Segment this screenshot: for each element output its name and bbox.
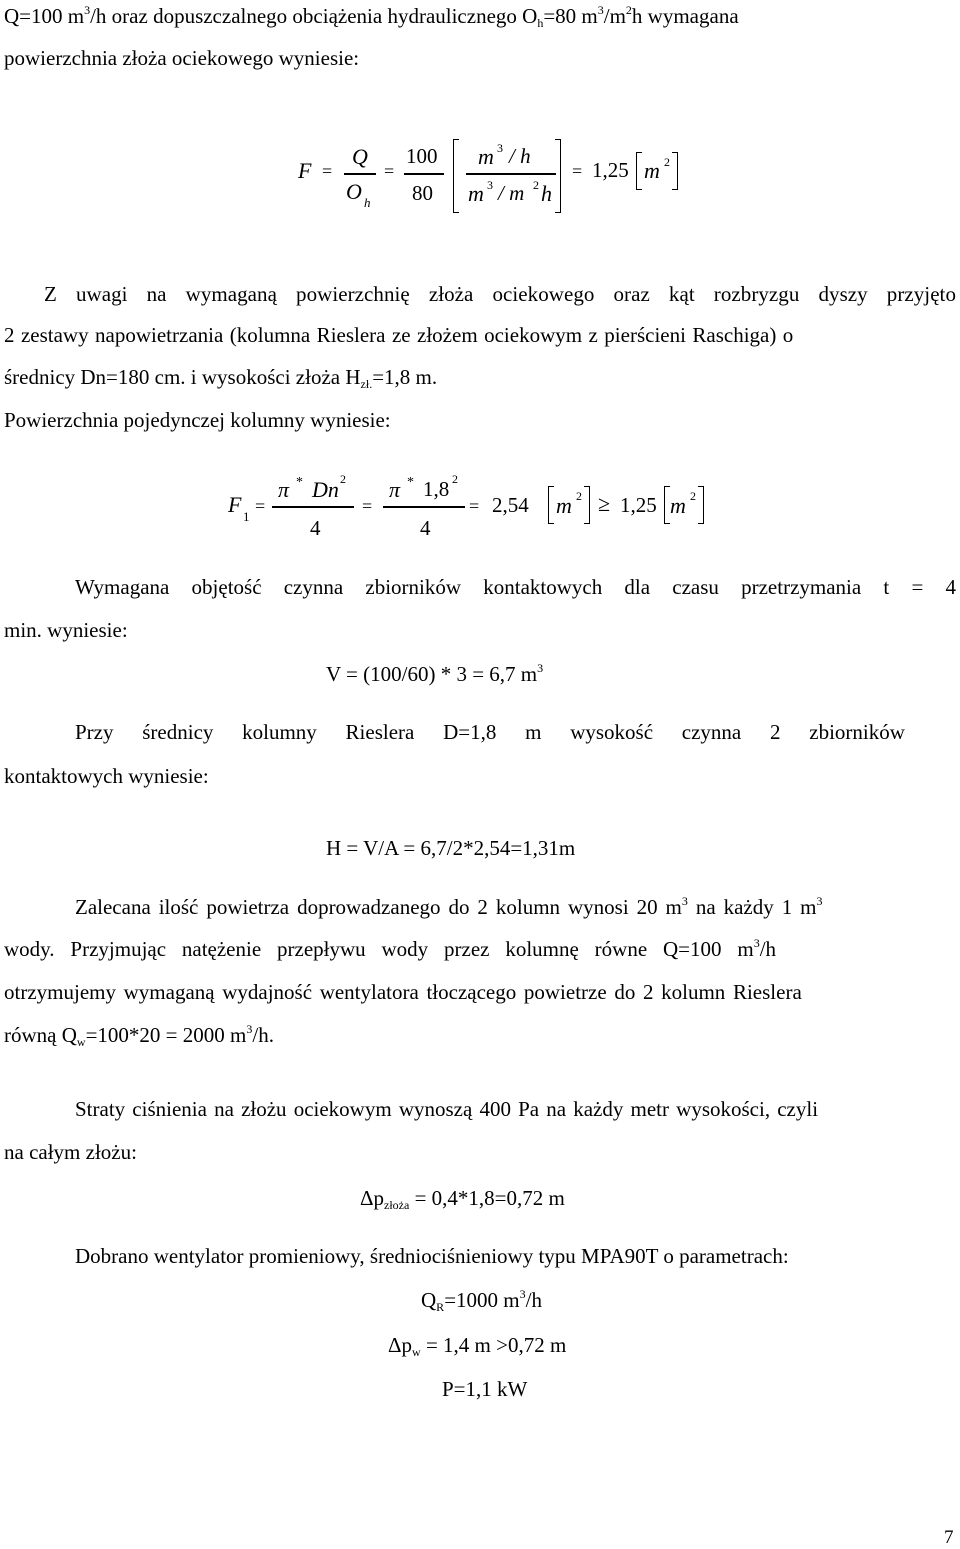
pi-symbol: π	[278, 477, 290, 502]
result-m: m	[670, 493, 686, 518]
equation-V: V = (100/60) * 3 = 6,7 $m^3$	[326, 661, 544, 686]
result-m: m	[644, 158, 660, 183]
paragraph-2-line-2: min. wyniesie:	[4, 618, 128, 642]
formula-h-sub: h	[364, 195, 371, 210]
formula-80: 80	[412, 181, 433, 205]
fraction-bar	[272, 506, 354, 508]
formula-4: 4	[310, 516, 321, 540]
formula-Dn: Dn	[312, 477, 339, 502]
formula-F1-sub: 1	[243, 509, 250, 524]
paragraph-4-line-4: równą $Q_w=100*20 = 2000$ $m^3/h$.	[4, 1022, 274, 1049]
pi-symbol: π	[389, 477, 401, 502]
paragraph-3-line-2: kontaktowych wyniesie:	[4, 764, 209, 788]
bracket-right	[555, 139, 561, 213]
paragraph-1-line-4: Powierzchnia pojedynczej kolumny wyniesie:	[4, 408, 391, 432]
formula-eq: =	[572, 161, 583, 181]
paragraph-1-line-3: średnicy Dn=180 cm. i wysokości złoża $H_{zł.}=1,8$ m.	[4, 365, 438, 391]
unit-sup: 3	[487, 178, 493, 192]
paragraph-2-line-1: Wymagana objętość czynna zbiorników kontaktowych dla czasu przetrzymania t = 4	[75, 575, 956, 599]
formula-1-25: 1,25	[620, 493, 657, 517]
formula-100: 100	[406, 144, 438, 168]
bracket-right	[584, 486, 590, 524]
fraction-bar	[383, 506, 465, 508]
star: *	[296, 475, 303, 490]
text-line-1: Q=100 $m^3/h$ oraz dopuszczalnego obciążenia hydraulicznego $O_h=80$ $m^3/m^2h$ wymagana	[4, 3, 739, 30]
equation-delta-p: $\Delta p_{złoża} = 0,4*1,8=0,72$ m	[360, 1186, 565, 1212]
unit-h: / h	[509, 144, 531, 168]
paragraph-4-line-3: otrzymujemy wymaganą wydajność wentylatora tłoczącego powietrze do 2 kolumn Rieslera	[4, 980, 802, 1004]
unit-slash-m: / m	[498, 181, 525, 205]
formula-eq: =	[469, 496, 480, 516]
result-m: m	[556, 493, 572, 518]
formula-O: O	[346, 179, 362, 204]
square-sup: 2	[340, 472, 346, 486]
formula-F1: F	[228, 492, 242, 517]
parameter-QR: $Q_R=1000$ $m^3/h$	[421, 1287, 542, 1314]
square-sup: 2	[452, 472, 458, 486]
page-number: 7	[944, 1527, 954, 1548]
unit-h: h	[541, 181, 552, 206]
paragraph-4-line-2: wody. Przyjmując natężenie przepływu wody przez kolumnę równe Q=100 $m^3/h$	[4, 936, 777, 961]
paragraph-1-line-2: 2 zestawy napowietrzania (kolumna Rieslera ze złożem ociekowym z pierścieni Raschiga) o	[4, 323, 794, 347]
paragraph-6-line-1: Dobrano wentylator promieniowy, średniociśnieniowy typu MPA90T o parametrach:	[75, 1244, 789, 1268]
formula-4: 4	[420, 516, 431, 540]
unit-sup: 3	[497, 141, 503, 155]
bracket-right	[698, 486, 704, 524]
paragraph-5-line-2: na całym złożu:	[4, 1140, 137, 1164]
ge-symbol: ≥	[598, 491, 611, 516]
bracket-left	[636, 152, 642, 190]
text-line-2: powierzchnia złoża ociekowego wyniesie:	[4, 46, 360, 70]
parameter-delta-pw: $\Delta p_w = 1,4$ m >0,72 m	[388, 1333, 567, 1359]
unit-m: m	[478, 144, 494, 169]
bracket-left	[453, 139, 459, 213]
star: *	[407, 475, 414, 490]
result-sup: 2	[576, 489, 582, 503]
formula-eq: =	[255, 496, 266, 516]
paragraph-5-line-1: Straty ciśnienia na złożu ociekowym wynoszą 400 Pa na każdy metr wysokości, czyli	[75, 1097, 819, 1121]
paragraph-1-line-1: Z uwagi na wymaganą powierzchnię złoża ociekowego oraz kąt rozbryzgu dyszy przyjęto	[44, 282, 956, 306]
fraction-bar	[466, 173, 556, 175]
equation-H: H = V/A = 6,7/2*2,54=1,31m	[326, 836, 576, 860]
formula-eq: =	[322, 161, 333, 181]
bracket-right	[672, 152, 678, 190]
formula-1-8: 1,8	[423, 477, 450, 501]
formula-eq: =	[362, 496, 373, 516]
result-sup: 2	[664, 155, 670, 169]
unit-sup: 2	[533, 178, 539, 192]
formula-Q: Q	[352, 144, 368, 169]
unit-m: m	[468, 181, 484, 206]
bracket-left	[548, 486, 554, 524]
formula-2-54: 2,54	[492, 493, 529, 517]
parameter-P: P=1,1 kW	[442, 1377, 528, 1401]
formula-F: F	[298, 158, 312, 183]
paragraph-4-line-1: Zalecana ilość powietrza doprowadzanego do 2 kolumn wynosi 20 $m^3$ na każdy 1 $m^3$	[75, 894, 823, 919]
formula-result: 1,25	[592, 158, 629, 182]
fraction-bar	[404, 173, 444, 175]
fraction-bar	[344, 173, 376, 175]
paragraph-3-line-1: Przy średnicy kolumny Rieslera D=1,8 m wysokość czynna 2 zbiorników	[75, 720, 905, 744]
result-sup: 2	[690, 489, 696, 503]
formula-eq: =	[384, 161, 395, 181]
